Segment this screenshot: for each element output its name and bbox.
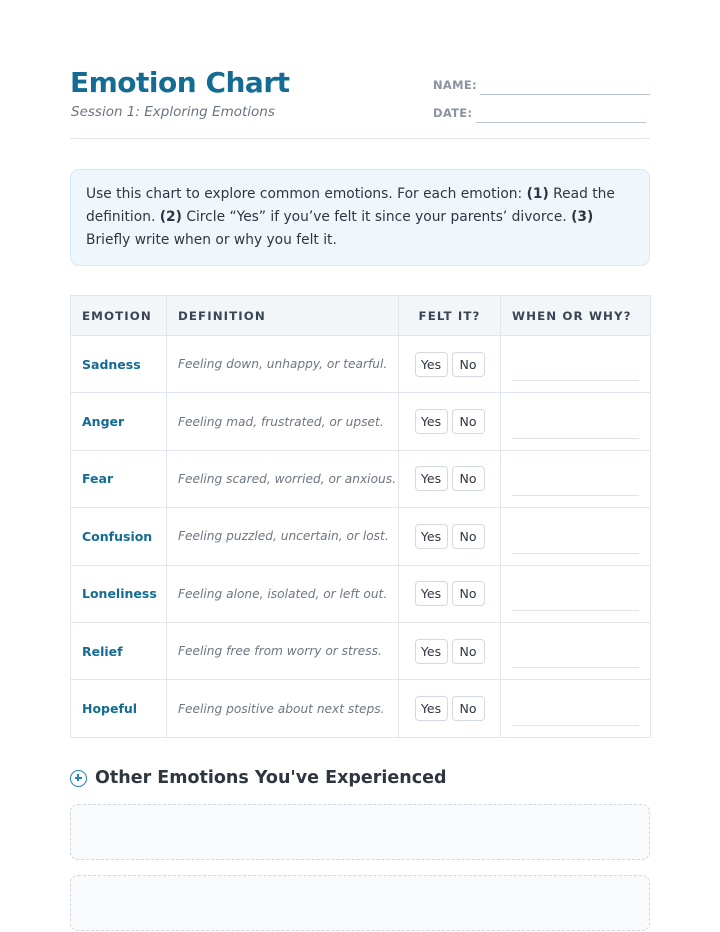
instructions-box [70, 169, 650, 266]
emotion-definition: Feeling alone, isolated, or left out. [167, 565, 399, 622]
column-header-definition: DEFINITION [167, 296, 399, 336]
when-or-why-line [512, 495, 639, 496]
table-row [71, 450, 651, 507]
when-or-why-line [512, 667, 639, 668]
instructions-step1-number: (1) [526, 186, 549, 202]
when-or-why-cell[interactable] [501, 508, 651, 565]
emotion-definition: Feeling free from worry or stress. [167, 622, 399, 679]
name-label: NAME: [433, 78, 477, 92]
page-title: Emotion Chart [70, 66, 290, 99]
when-or-why-cell[interactable] [501, 393, 651, 450]
yes-option[interactable]: Yes [415, 524, 448, 549]
column-header-when: WHEN OR WHY? [501, 296, 651, 336]
emotion-name: Relief [71, 622, 167, 679]
yes-option[interactable]: Yes [415, 352, 448, 377]
table-row [71, 508, 651, 565]
when-or-why-line [512, 610, 639, 611]
yes-option[interactable]: Yes [415, 466, 448, 491]
emotion-name: Confusion [71, 508, 167, 565]
table-row [71, 336, 651, 393]
other-emotion-entry-box[interactable] [70, 875, 650, 931]
table-header-row [71, 296, 651, 336]
emotion-name: Hopeful [71, 680, 167, 737]
no-option[interactable]: No [452, 696, 485, 721]
no-option[interactable]: No [452, 524, 485, 549]
other-emotion-entry-box[interactable] [70, 804, 650, 860]
header-divider [70, 138, 650, 139]
felt-it-cell [399, 622, 501, 679]
instructions-step2-text: Circle “Yes” if you’ve felt it since your parents’ divorce. [181, 209, 572, 225]
emotion-definition: Feeling mad, frustrated, or upset. [167, 393, 399, 450]
other-emotions-title: Other Emotions You've Experienced [95, 768, 447, 788]
yes-option[interactable]: Yes [415, 581, 448, 606]
when-or-why-line [512, 725, 639, 726]
when-or-why-line [512, 380, 639, 381]
felt-it-cell [399, 450, 501, 507]
emotion-name: Sadness [71, 336, 167, 393]
when-or-why-cell[interactable] [501, 622, 651, 679]
table-row [71, 393, 651, 450]
page-subtitle: Session 1: Exploring Emotions [71, 104, 275, 120]
felt-it-cell [399, 336, 501, 393]
emotion-name: Anger [71, 393, 167, 450]
when-or-why-cell[interactable] [501, 565, 651, 622]
when-or-why-line [512, 438, 639, 439]
date-field-line[interactable] [476, 122, 646, 123]
no-option[interactable]: No [452, 409, 485, 434]
table-row [71, 622, 651, 679]
emotion-definition: Feeling scared, worried, or anxious. [167, 450, 399, 507]
instructions-step3-text: Briefly write when or why you felt it. [86, 232, 337, 248]
yes-option[interactable]: Yes [415, 696, 448, 721]
no-option[interactable]: No [452, 352, 485, 377]
no-option[interactable]: No [452, 466, 485, 491]
plus-circle-icon[interactable] [70, 770, 87, 787]
emotion-name: Fear [71, 450, 167, 507]
name-field-line[interactable] [480, 94, 650, 95]
emotion-table [70, 295, 651, 738]
felt-it-cell [399, 508, 501, 565]
emotion-definition: Feeling down, unhappy, or tearful. [167, 336, 399, 393]
no-option[interactable]: No [452, 581, 485, 606]
table-row [71, 680, 651, 737]
yes-option[interactable]: Yes [415, 639, 448, 664]
felt-it-cell [399, 393, 501, 450]
date-label: DATE: [433, 106, 473, 120]
instructions-intro: Use this chart to explore common emotions. For each emotion: [86, 186, 527, 202]
when-or-why-cell[interactable] [501, 450, 651, 507]
when-or-why-line [512, 553, 639, 554]
emotion-definition: Feeling puzzled, uncertain, or lost. [167, 508, 399, 565]
yes-option[interactable]: Yes [415, 409, 448, 434]
when-or-why-cell[interactable] [501, 336, 651, 393]
instructions-step1-text: Read the definition. [86, 186, 615, 225]
other-emotions-heading [70, 766, 447, 790]
table-row [71, 565, 651, 622]
instructions-step2-number: (2) [159, 209, 182, 225]
when-or-why-cell[interactable] [501, 680, 651, 737]
felt-it-cell [399, 680, 501, 737]
no-option[interactable]: No [452, 639, 485, 664]
emotion-name: Loneliness [71, 565, 167, 622]
emotion-definition: Feeling positive about next steps. [167, 680, 399, 737]
column-header-emotion: EMOTION [71, 296, 167, 336]
felt-it-cell [399, 565, 501, 622]
instructions-step3-number: (3) [571, 209, 594, 225]
column-header-felt: FELT IT? [399, 296, 501, 336]
